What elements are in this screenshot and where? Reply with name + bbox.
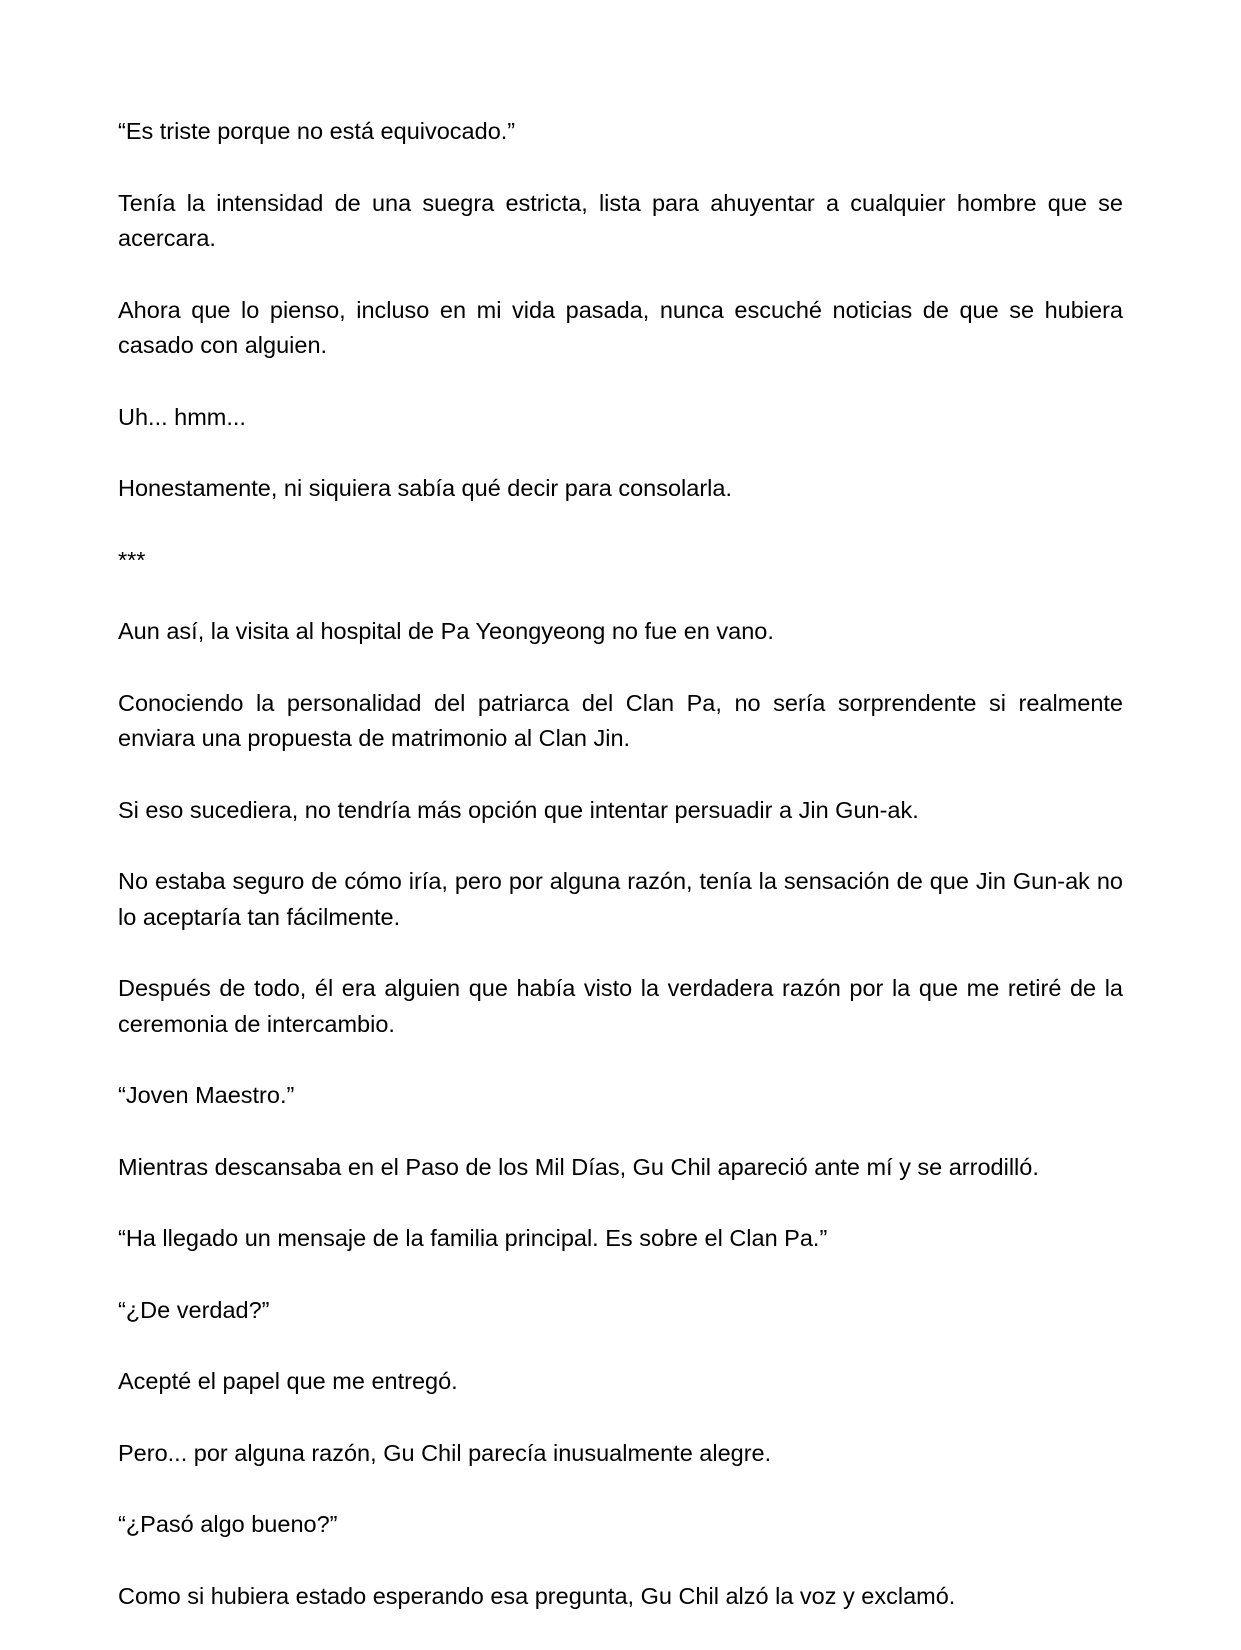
paragraph: Mientras descansaba en el Paso de los Mil Días, Gu Chil apareció ante mí y se arrodilló. (118, 1153, 1039, 1180)
paragraph: No estaba seguro de cómo iría, pero por alguna razón, tenía la sensación de que Jin Gun-ak no lo aceptaría tan fácilmente. (118, 868, 1123, 930)
paragraph: Como si hubiera estado esperando esa pregunta, Gu Chil alzó la voz y exclamó. (118, 1582, 956, 1609)
section-break: *** (118, 546, 146, 573)
paragraph: “¿Pasó algo bueno?” (118, 1511, 338, 1537)
paragraph: Acepté el papel que me entregó. (118, 1368, 458, 1394)
paragraph: Si eso sucediera, no tendría más opción que intentar persuadir a Jin Gun-ak. (118, 796, 919, 823)
paragraph: “Joven Maestro.” (118, 1082, 295, 1108)
paragraph: “Ha llegado un mensaje de la familia principal. Es sobre el Clan Pa.” (118, 1225, 828, 1251)
paragraph: Tenía la intensidad de una suegra estricta, lista para ahuyentar a cualquier hombre que se acercara. (118, 189, 1123, 251)
paragraph: “¿De verdad?” (118, 1296, 270, 1323)
paragraph: Honestamente, ni siquiera sabía qué decir para consolarla. (118, 475, 732, 501)
paragraph: Conociendo la personalidad del patriarca del Clan Pa, no sería sorprendente si realmente enviara una propuesta de matrimonio al Clan Jin. (118, 689, 1123, 751)
paragraph: Aun así, la visita al hospital de Pa Yeongyeong no fue en vano. (118, 618, 774, 644)
paragraph: Después de todo, él era alguien que había visto la verdadera razón por la que me retiré de la ceremonia de intercambio. (118, 975, 1123, 1037)
paragraph: “Es triste porque no está equivocado.” (118, 118, 516, 144)
document-body (118, 114, 1123, 1650)
paragraph: Pero... por alguna razón, Gu Chil parecía inusualmente alegre. (118, 1439, 772, 1466)
paragraph: Ahora que lo pienso, incluso en mi vida pasada, nunca escuché noticias de que se hubiera casado con alguien. (118, 296, 1123, 358)
paragraph: Uh... hmm... (118, 403, 246, 430)
